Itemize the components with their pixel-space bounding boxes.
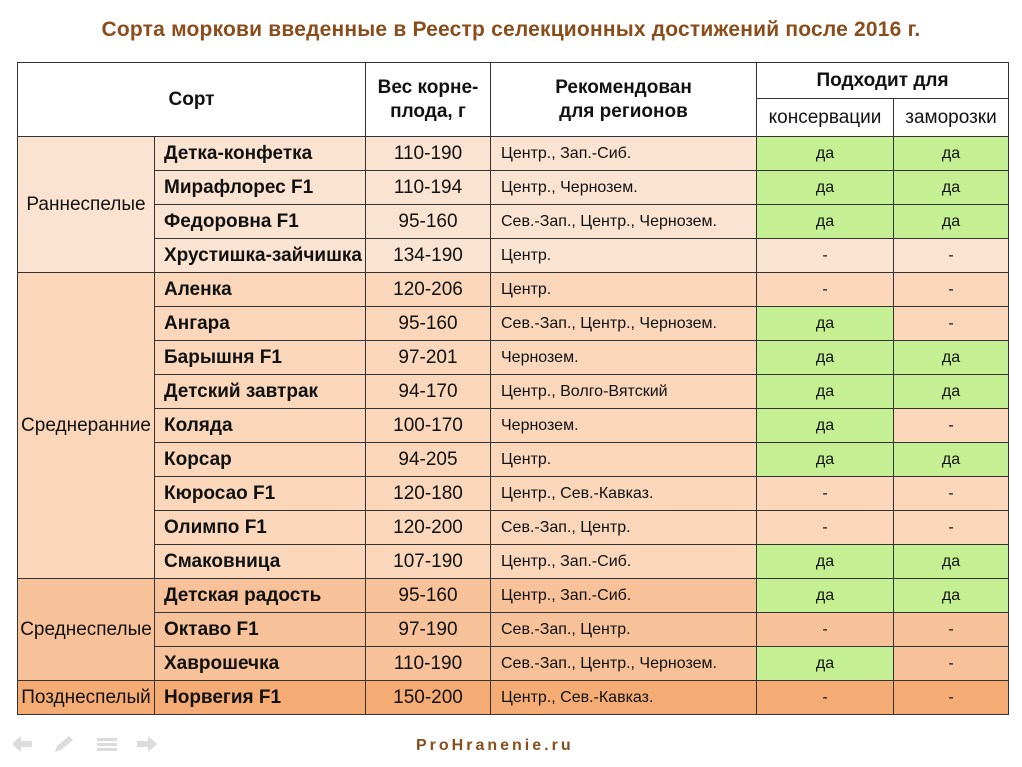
canning-flag: - [757,681,894,715]
root-weight: 110-190 [366,137,491,171]
maturity-group: Среднеранние [18,273,155,579]
arrow-right-icon[interactable] [135,734,159,756]
variety-name: Детская радость [155,579,366,613]
variety-name: Норвегия F1 [155,681,366,715]
freezing-flag: - [894,613,1009,647]
canning-flag: да [757,341,894,375]
table-row [18,273,1009,307]
variety-name: Олимпо F1 [155,511,366,545]
freezing-flag: да [894,341,1009,375]
regions-cell: Чернозем. [491,409,757,443]
regions-cell: Чернозем. [491,341,757,375]
variety-name: Федоровна F1 [155,205,366,239]
table-row [18,171,1009,205]
regions-cell: Сев.-Зап., Центр., Чернозем. [491,307,757,341]
table-row [18,613,1009,647]
maturity-group: Среднеспелые [18,579,155,681]
header-regions-line2: для регионов [559,100,688,122]
maturity-group: Позднеспелый [18,681,155,715]
header-weight [366,63,491,137]
regions-cell: Центр., Зап.-Сиб. [491,545,757,579]
root-weight: 95-160 [366,205,491,239]
regions-cell: Центр., Зап.-Сиб. [491,137,757,171]
canning-flag: - [757,239,894,273]
variety-name: Мирафлорес F1 [155,171,366,205]
variety-name: Смаковница [155,545,366,579]
root-weight: 150-200 [366,681,491,715]
maturity-group: Раннеспелые [18,137,155,273]
regions-cell: Сев.-Зап., Центр. [491,613,757,647]
regions-cell: Центр., Сев.-Кавказ. [491,477,757,511]
variety-name: Барышня F1 [155,341,366,375]
root-weight: 120-206 [366,273,491,307]
root-weight: 120-200 [366,511,491,545]
freezing-flag: да [894,443,1009,477]
variety-name: Ангара [155,307,366,341]
header-freezing: заморозки [894,99,1009,137]
regions-cell: Центр., Волго-Вятский [491,375,757,409]
variety-name: Кюросао F1 [155,477,366,511]
canning-flag: да [757,171,894,205]
header-regions-line1: Рекомендован [555,76,692,98]
pencil-icon[interactable] [52,734,76,756]
table-row [18,307,1009,341]
regions-cell: Сев.-Зап., Центр., Чернозем. [491,647,757,681]
freezing-flag: - [894,511,1009,545]
variety-name: Хрустишка-зайчишка [155,239,366,273]
canning-flag: - [757,613,894,647]
table-body [18,137,1009,715]
header-weight-line1: Вес корне- [377,76,479,98]
variety-name: Корсар [155,443,366,477]
freezing-flag: да [894,137,1009,171]
header-regions [491,63,757,137]
table-row [18,137,1009,171]
freezing-flag: - [894,239,1009,273]
variety-name: Детский завтрак [155,375,366,409]
root-weight: 110-194 [366,171,491,205]
root-weight: 134-190 [366,239,491,273]
table-row [18,579,1009,613]
site-footer: ProHranenie.ru [416,737,574,754]
root-weight: 95-160 [366,579,491,613]
freezing-flag: да [894,205,1009,239]
root-weight: 97-190 [366,613,491,647]
canning-flag: да [757,375,894,409]
variety-name: Аленка [155,273,366,307]
freezing-flag: да [894,579,1009,613]
freezing-flag: да [894,375,1009,409]
menu-icon[interactable] [95,734,119,756]
table-row [18,341,1009,375]
variety-name: Коляда [155,409,366,443]
freezing-flag: - [894,477,1009,511]
regions-cell: Центр. [491,273,757,307]
regions-cell: Сев.-Зап., Центр., Чернозем. [491,205,757,239]
regions-cell: Центр., Сев.-Кавказ. [491,681,757,715]
freezing-flag: да [894,545,1009,579]
root-weight: 107-190 [366,545,491,579]
freezing-flag: - [894,307,1009,341]
table-row [18,375,1009,409]
regions-cell: Центр. [491,239,757,273]
root-weight: 94-205 [366,443,491,477]
arrow-left-icon[interactable] [10,734,34,756]
root-weight: 97-201 [366,341,491,375]
regions-cell: Центр., Зап.-Сиб. [491,579,757,613]
header-canning: консервации [757,99,894,137]
freezing-flag: да [894,171,1009,205]
page-title: Сорта моркови введенные в Реестр селекционных достижений после 2016 г. [101,18,921,41]
table-row [18,647,1009,681]
canning-flag: - [757,511,894,545]
table-row [18,443,1009,477]
variety-name: Октаво F1 [155,613,366,647]
varieties-table [17,62,1009,715]
table-row [18,239,1009,273]
canning-flag: да [757,307,894,341]
header-suitable: Подходит для [757,63,1009,99]
table-row [18,477,1009,511]
root-weight: 94-170 [366,375,491,409]
root-weight: 100-170 [366,409,491,443]
regions-cell: Сев.-Зап., Центр. [491,511,757,545]
variety-name: Хаврошечка [155,647,366,681]
table-row [18,409,1009,443]
canning-flag: да [757,409,894,443]
canning-flag: да [757,443,894,477]
freezing-flag: - [894,647,1009,681]
freezing-flag: - [894,681,1009,715]
canning-flag: да [757,545,894,579]
canning-flag: да [757,579,894,613]
regions-cell: Центр. [491,443,757,477]
table-row [18,511,1009,545]
canning-flag: да [757,647,894,681]
variety-name: Детка-конфетка [155,137,366,171]
header-weight-line2: плода, г [390,100,466,122]
table-row [18,681,1009,715]
root-weight: 120-180 [366,477,491,511]
canning-flag: да [757,137,894,171]
freezing-flag: - [894,409,1009,443]
canning-flag: - [757,273,894,307]
freezing-flag: - [894,273,1009,307]
root-weight: 95-160 [366,307,491,341]
table-row [18,205,1009,239]
regions-cell: Центр., Чернозем. [491,171,757,205]
table-row [18,545,1009,579]
canning-flag: да [757,205,894,239]
root-weight: 110-190 [366,647,491,681]
header-sort: Сорт [18,63,366,137]
canning-flag: - [757,477,894,511]
